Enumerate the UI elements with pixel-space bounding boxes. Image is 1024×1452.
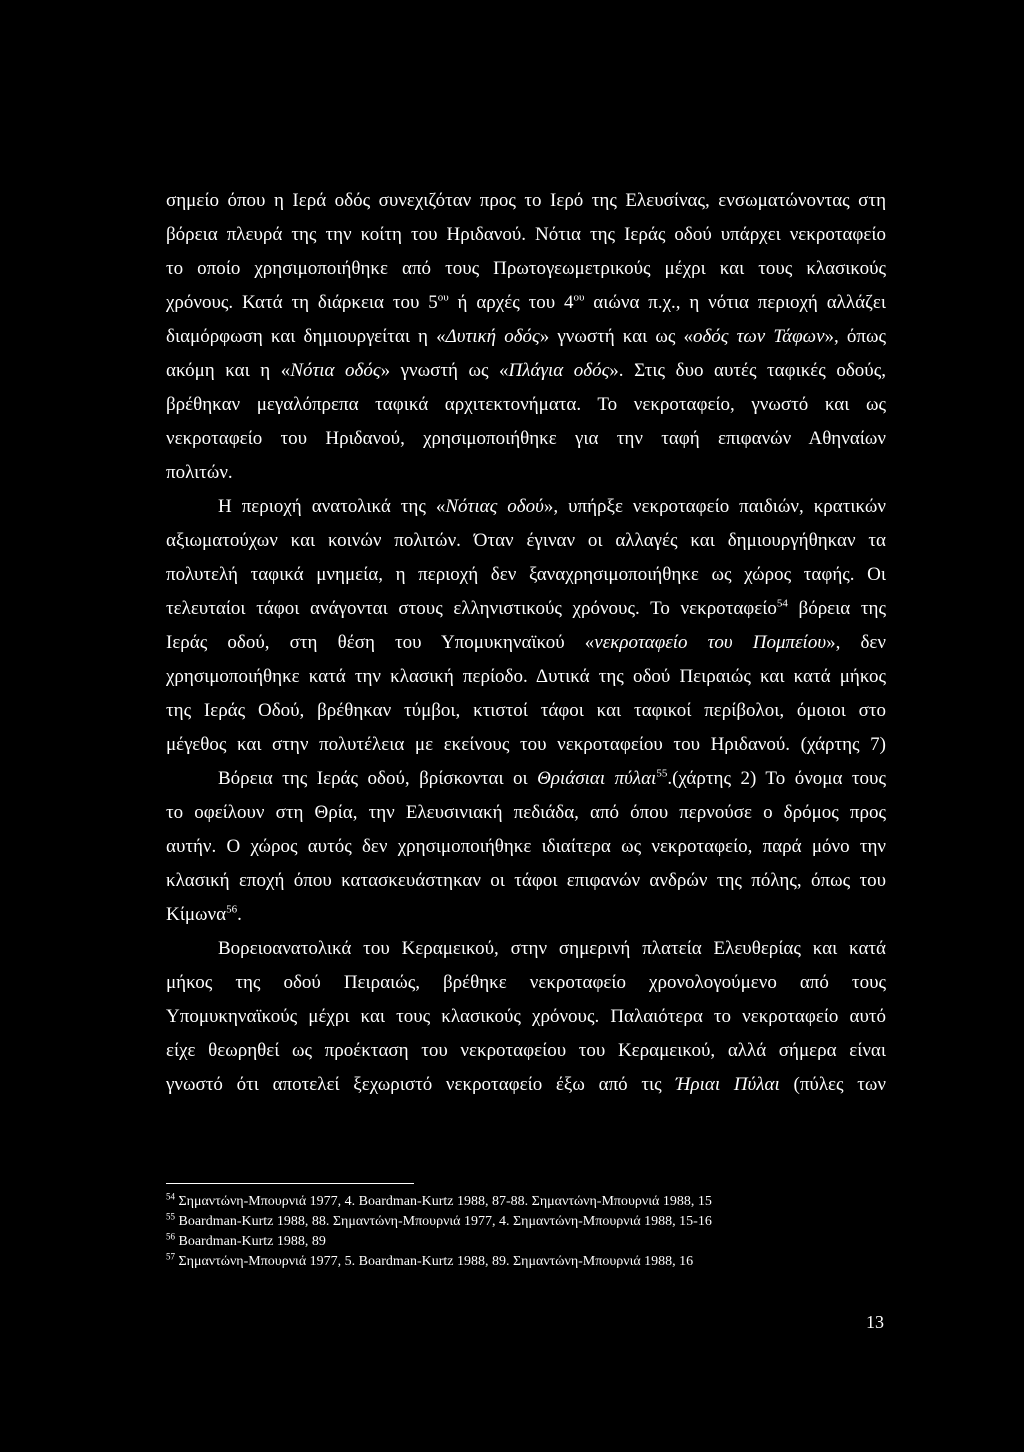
italic-term: Ήριαι Πύλαι <box>675 1074 780 1095</box>
text-run: », δεν <box>826 632 886 653</box>
footnote <box>166 1253 886 1271</box>
text-line: αυτήν. Ο χώρος αυτός δεν χρησιμοποιήθηκε ιδιαίτερα ως νεκροταφείο, παρά μόνο την <box>166 836 886 857</box>
italic-term: Νότια οδός <box>290 360 381 381</box>
text-run: τελευταίοι τάφοι ανάγονται στους ελληνιστικούς χρόνους. Το νεκροταφείο <box>166 598 777 619</box>
text-run: Η περιοχή ανατολικά της « <box>218 496 446 517</box>
text-run: Ιεράς οδού, στη θέση του Υπομυκηναϊκού « <box>166 632 595 653</box>
footnote-ref: 54 <box>776 597 788 610</box>
text-run: Βόρεια της Ιεράς οδού, βρίσκονται οι <box>218 768 538 789</box>
footnote-separator <box>166 1183 414 1184</box>
footnote-number: 54 <box>166 1191 175 1202</box>
text-line <box>166 903 886 927</box>
italic-term: Δυτική οδός <box>445 326 540 347</box>
text-line: βόρεια πλευρά της την κοίτη του Ηριδανού. Νότια της Ιεράς οδού υπάρχει νεκροταφείο <box>166 224 886 245</box>
text-line: νεκροταφείο του Ηριδανού, χρησιμοποιήθηκε για την ταφή επιφανών Αθηναίων <box>166 428 886 449</box>
footnote-text: Σημαντώνη-Μπουρνιά 1977, 4. Boardman-Kurtz 1988, 87-88. Σημαντώνη-Μπουρνιά 1988, 15 <box>175 1194 712 1209</box>
text-line <box>166 631 886 655</box>
text-line: βρέθηκαν μεγαλόπρεπα ταφικά αρχιτεκτονήματα. Το νεκροταφείο, γνωστό και ως <box>166 394 886 415</box>
footnote <box>166 1213 886 1231</box>
footnote-ref: 56 <box>226 903 238 916</box>
text-line <box>166 325 886 349</box>
text-run: . <box>237 904 242 925</box>
text-line: σημείο όπου η Ιερά οδός συνεχιζόταν προς το Ιερό της Ελευσίνας, ενσωματώνοντας στη <box>166 190 886 211</box>
footnote <box>166 1233 886 1251</box>
italic-term: Θριάσιαι πύλαι <box>537 768 657 789</box>
italic-term: οδός των Τάφων <box>692 326 825 347</box>
text-run: », όπως <box>824 326 887 347</box>
footnote-text: Σημαντώνη-Μπουρνιά 1977, 5. Boardman-Kurtz 1988, 89. Σημαντώνη-Μπουρνιά 1988, 16 <box>175 1254 694 1269</box>
text-run: ακόμη και η « <box>166 360 291 381</box>
italic-term: Πλάγια οδός <box>508 360 610 381</box>
italic-term: νεκροταφείο του Πομπείου <box>594 632 827 653</box>
italic-term: Νότιας οδού <box>445 496 544 517</box>
footnote-ref: 55 <box>656 767 668 780</box>
text-line <box>166 291 886 315</box>
footnote-number: 55 <box>166 1211 175 1222</box>
text-line: αξιωματούχων και κοινών πολιτών. Όταν έγιναν οι αλλαγές και δημιουργήθηκαν τα <box>166 530 886 551</box>
text-line <box>218 767 886 791</box>
text-run: ή αρχές του 4 <box>448 292 574 313</box>
text-line: το οφείλουν στη Θρία, την Ελευσινιακή πεδιάδα, από όπου περνούσε ο δρόμος προς <box>166 802 886 823</box>
text-line: μήκος της οδού Πειραιώς, βρέθηκε νεκροταφείο χρονολογούμενο από τους <box>166 972 886 993</box>
text-run: (πύλες των <box>779 1074 886 1095</box>
text-run: διαμόρφωση και δημιουργείται η « <box>166 326 446 347</box>
text-line: μέγεθος και στην πολυτέλεια με εκείνους του νεκροταφείου του Ηριδανού. (χάρτης 7) <box>166 734 886 755</box>
text-line: χρησιμοποιήθηκε κατά την κλασική περίοδο. Δυτικά της οδού Πειραιώς και κατά μήκος <box>166 666 886 687</box>
superscript: ου <box>437 291 449 304</box>
text-line: Υπομυκηναϊκούς μέχρι και τους κλασικούς χρόνους. Παλαιότερα το νεκροταφείο αυτό <box>166 1006 886 1027</box>
text-line <box>218 495 886 519</box>
text-line: της Ιεράς Οδού, βρέθηκαν τύμβοι, κτιστοί τάφοι και ταφικοί περίβολοι, όμοιοι στο <box>166 700 886 721</box>
text-line: πολυτελή ταφικά μνημεία, η περιοχή δεν ξαναχρησιμοποιήθηκε ως χώρος ταφής. Οι <box>166 564 886 585</box>
footnote-number: 56 <box>166 1231 175 1242</box>
text-line: Βορειοανατολικά του Κεραμεικού, στην σημερινή πλατεία Ελευθερίας και κατά <box>218 938 886 959</box>
text-run: χρόνους. Κατά τη διάρκεια του 5 <box>166 292 438 313</box>
text-line: κλασική εποχή όπου κατασκευάστηκαν οι τάφοι επιφανών ανδρών της πόλης, όπως του <box>166 870 886 891</box>
text-run: » γνωστή ως « <box>380 360 509 381</box>
text-run: Κίμωνα <box>166 904 227 925</box>
text-line: πολιτών. <box>166 462 233 483</box>
footnote <box>166 1193 886 1211</box>
text-run: ». Στις δυο αυτές ταφικές οδούς, <box>609 360 886 381</box>
superscript: ου <box>573 291 585 304</box>
text-line <box>166 597 886 621</box>
text-run: », υπήρξε νεκροταφείο παιδιών, κρατικών <box>543 496 886 517</box>
footnote-text: Boardman-Kurtz 1988, 88. Σημαντώνη-Μπουρνιά 1977, 4. Σημαντώνη-Μπουρνιά 1988, 15-16 <box>175 1214 712 1229</box>
text-line <box>166 1073 886 1097</box>
text-run: » γνωστή και ως « <box>539 326 693 347</box>
text-line <box>166 359 886 383</box>
text-run: αιώνα π.χ., η νότια περιοχή αλλάζει <box>584 292 886 313</box>
footnote-number: 57 <box>166 1251 175 1262</box>
page-number: 13 <box>866 1312 884 1332</box>
text-run: βόρεια της <box>787 598 886 619</box>
text-run: γνωστό ότι αποτελεί ξεχωριστό νεκροταφείο έξω από τις <box>166 1074 676 1095</box>
text-line: είχε θεωρηθεί ως προέκταση του νεκροταφείου του Κεραμεικού, αλλά σήμερα είναι <box>166 1040 886 1061</box>
footnote-text: Boardman-Kurtz 1988, 89 <box>175 1234 326 1249</box>
text-line: το οποίο χρησιμοποιήθηκε από τους Πρωτογεωμετρικούς μέχρι και τους κλασικούς <box>166 258 886 279</box>
text-run: .(χάρτης 2) Το όνομα τους <box>667 768 886 789</box>
